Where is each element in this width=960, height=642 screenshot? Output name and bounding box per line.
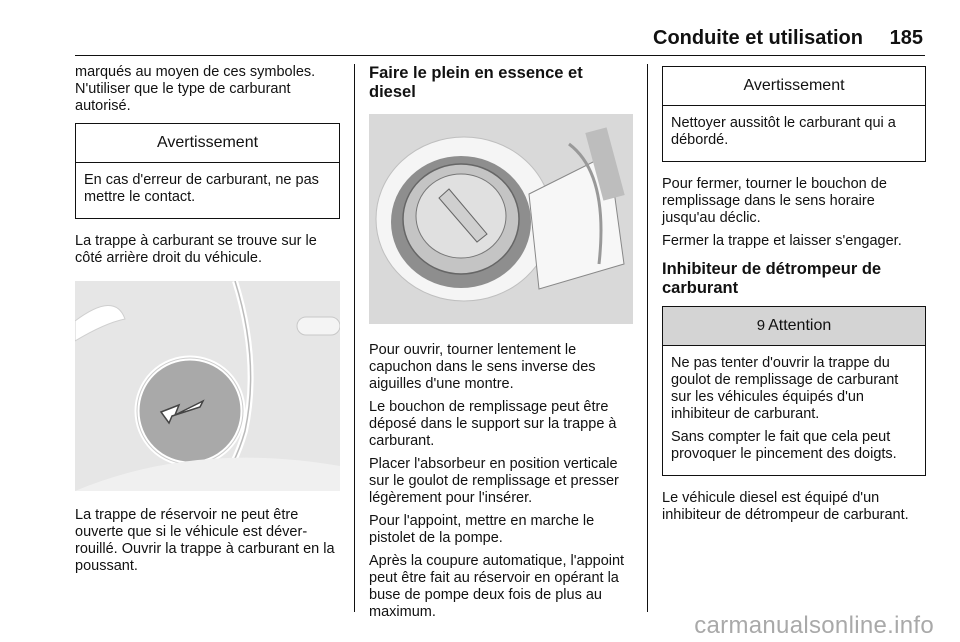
paragraph: Le bouchon de remplissage peut être déposé dans le support sur la trappe à carburant. (369, 399, 617, 449)
paragraph: Fermer la trappe et laisser s'engager. (662, 233, 902, 249)
section-heading: Faire le plein en essence et diesel (369, 64, 583, 101)
attention-box (662, 306, 926, 476)
section-heading: Inhibiteur de détrompeur de carburant (662, 260, 882, 297)
attention-text: Ne pas tenter d'ouvrir la trappe du goulot de remplissage de carburant sur les véhicules équipés d'un inhibiteur de carburant. (671, 355, 899, 422)
paragraph: Le véhicule diesel est équipé d'un inhibiteur de détrompeur de carburant. (662, 490, 909, 523)
paragraph: La trappe de réservoir ne peut être ouverte que si le véhicule est déverrouillé. Ouvrir la trappe à carburant en la poussant. (75, 507, 335, 574)
warning-text: Nettoyer aussitôt le carburant qui a débordé. (671, 115, 896, 148)
warning-box (662, 66, 926, 162)
column-right (662, 64, 926, 530)
page-number: 185 (889, 27, 923, 49)
warning-triangle-icon: 9 (756, 317, 766, 334)
attention-text: Sans compter le fait que cela peut provoquer le pincement des doigts. (671, 429, 897, 462)
watermark: carmanualsonline.info (694, 612, 934, 639)
warning-box (75, 123, 340, 219)
column-middle (369, 64, 633, 627)
column-divider (354, 64, 355, 612)
column-left (75, 64, 340, 581)
fuel-cap-illustration (369, 114, 633, 324)
warning-title: Avertissement (76, 124, 339, 163)
paragraph: Pour fermer, tourner le bouchon de remplissage dans le sens horaire jusqu'au déclic. (662, 176, 887, 226)
paragraph: marqués au moyen de ces symboles. N'utiliser que le type de carburant autorisé. (75, 64, 316, 114)
paragraph: Après la coupure automatique, l'appoint peut être fait au réservoir en opérant la buse de pompe deux fois de plus au maximum. (369, 553, 625, 620)
paragraph: Pour ouvrir, tourner lentement le capuchon dans le sens inverse des aiguilles d'une montre. (369, 342, 596, 392)
paragraph: Placer l'absorbeur en position verticale sur le goulot de remplissage et presser légèrement pour l'insérer. (369, 456, 619, 506)
section-title: Conduite et utilisation (653, 27, 863, 49)
paragraph: La trappe à carburant se trouve sur le côté arrière droit du véhicule. (75, 233, 317, 266)
fuel-door-illustration (75, 281, 340, 491)
warning-text: En cas d'erreur de carburant, ne pas mettre le contact. (84, 172, 319, 205)
attention-title (663, 307, 925, 346)
paragraph: Pour l'appoint, mettre en marche le pistolet de la pompe. (369, 513, 595, 546)
page-header (75, 27, 925, 56)
attention-label: Attention (768, 317, 832, 334)
warning-title: Avertissement (663, 67, 925, 106)
column-divider (647, 64, 648, 612)
